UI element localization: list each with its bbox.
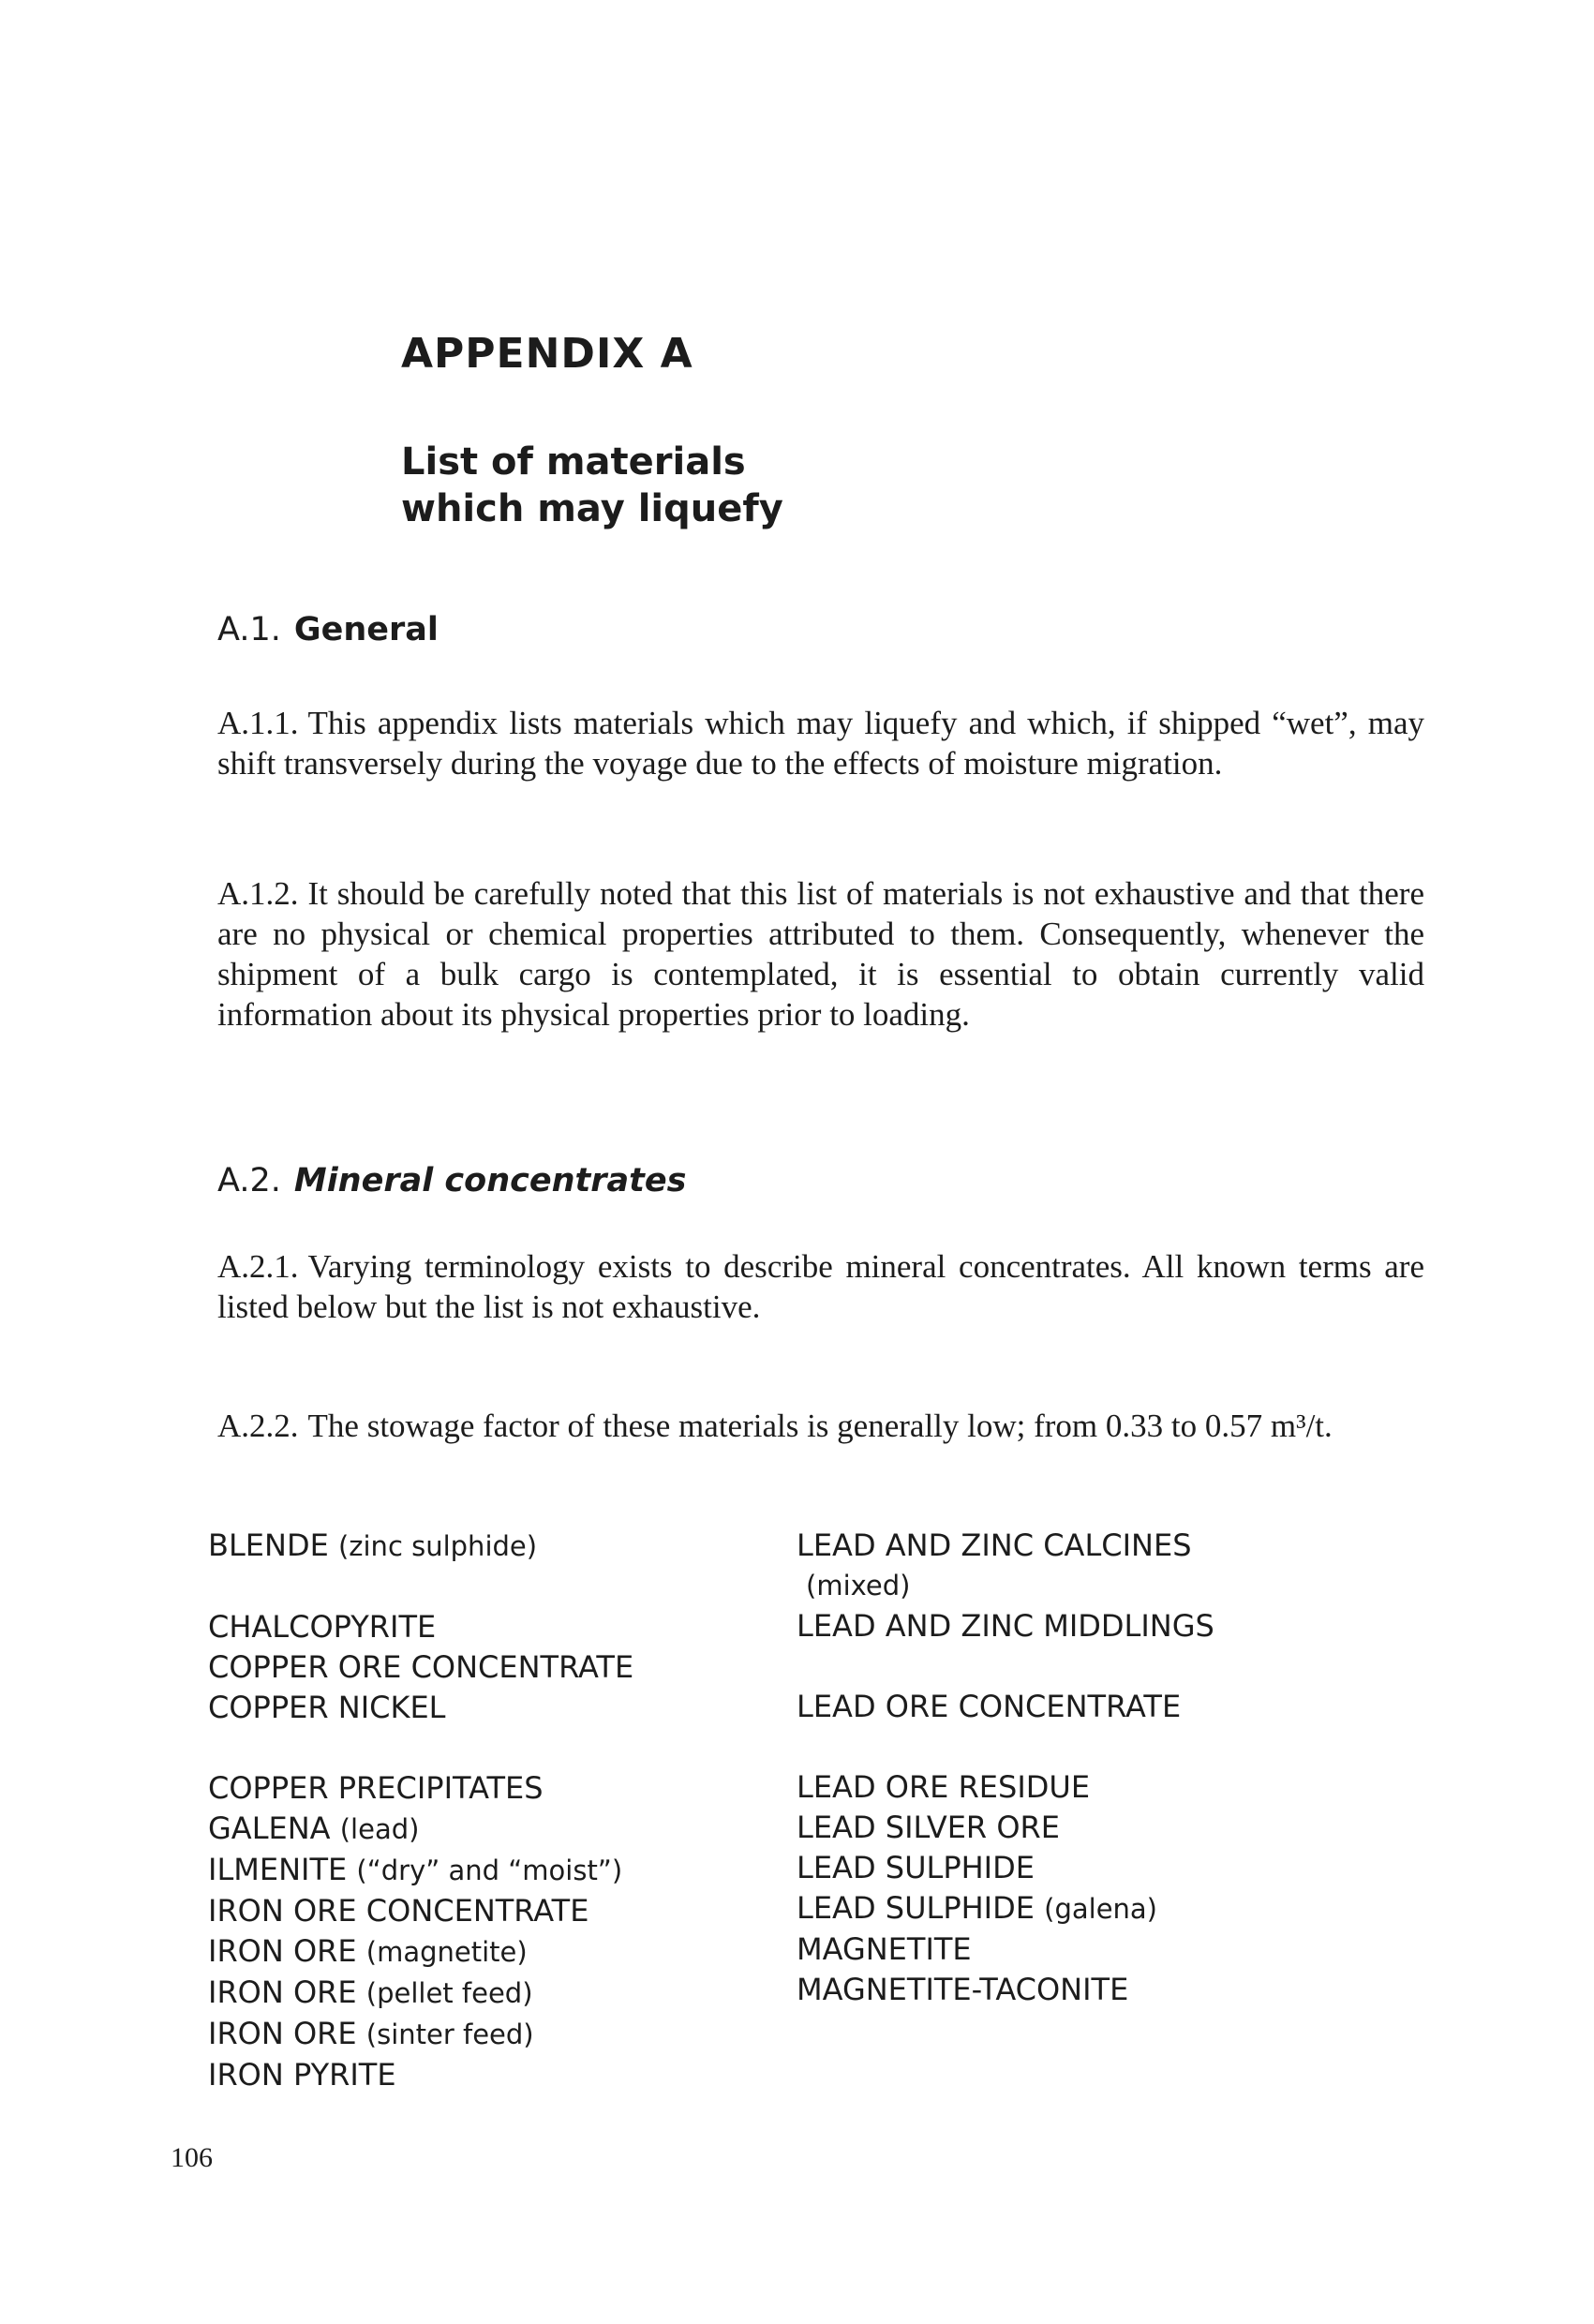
list-item	[208, 2055, 633, 2095]
materials-list-right	[797, 1526, 1214, 2010]
list-item	[208, 1809, 633, 1850]
material-name: IRON ORE	[208, 1974, 357, 2010]
list-item	[208, 1973, 633, 2014]
section-number: A.2.	[217, 1162, 281, 1199]
list-item	[208, 1647, 633, 1688]
material-note: (“dry” and “moist”)	[356, 1855, 623, 1886]
subtitle-line: which may liquefy	[401, 487, 783, 530]
material-name: LEAD SULPHIDE	[797, 1890, 1035, 1926]
paragraph-a-1-2	[217, 873, 1424, 1035]
material-name: LEAD AND ZINC CALCINES	[797, 1527, 1192, 1563]
material-note: (magnetite)	[365, 1936, 528, 1968]
material-name: IRON ORE	[208, 2016, 357, 2051]
paragraph-text: This appendix lists materials which may liquefy and which, if shipped “wet”, may shift transversely during the voyage due to the effects of moisture migration.	[217, 705, 1424, 782]
material-name: GALENA	[208, 1810, 331, 1846]
list-item	[208, 1607, 633, 1647]
list-item	[797, 1888, 1214, 1929]
material-note: (sinter feed)	[365, 2019, 534, 2050]
list-item	[797, 1767, 1214, 1808]
paragraph-a-2-2	[217, 1406, 1424, 1446]
material-name: BLENDE	[208, 1527, 329, 1563]
paragraph-a-2-1	[217, 1246, 1424, 1327]
material-note: (galena)	[1044, 1893, 1157, 1925]
list-item	[208, 1891, 633, 1931]
page-number: 106	[171, 2142, 213, 2173]
list-item	[797, 1687, 1214, 1727]
list-item	[208, 1768, 633, 1809]
paragraph-text: Varying terminology exists to describe mineral concentrates. All known terms are listed below but the list is not exhaustive.	[217, 1248, 1424, 1325]
paragraph-text: The stowage factor of these materials is generally low; from 0.33 to 0.57 m³/t.	[307, 1408, 1333, 1444]
paragraph-number: A.1.2.	[217, 875, 299, 912]
list-item	[797, 1606, 1214, 1646]
material-name: ILMENITE	[208, 1852, 348, 1887]
appendix-title: APPENDIX A	[401, 330, 693, 378]
list-item	[208, 1688, 633, 1728]
material-note: (zinc sulphide)	[337, 1530, 538, 1562]
paragraph-text: It should be carefully noted that this list of materials is not exhaustive and that there are no physical or chemical properties attributed to them. Consequently, whenever the shipment of a bulk cargo is contemplated, it is essential to obtain currently valid information about its physical properties prior to loading.	[217, 875, 1424, 1033]
material-name: COPPER PRECIPITATES	[208, 1770, 544, 1806]
appendix-subtitle	[401, 439, 783, 532]
paragraph-number: A.2.2.	[217, 1408, 299, 1444]
paragraph-a-1-1	[217, 703, 1424, 783]
section-heading-mineral-concentrates	[217, 1162, 686, 1199]
list-item	[208, 2014, 633, 2055]
list-item	[797, 1848, 1214, 1888]
paragraph-number: A.2.1.	[217, 1248, 299, 1285]
material-note: (lead)	[339, 1813, 420, 1845]
material-name: IRON ORE CONCENTRATE	[208, 1893, 589, 1929]
subtitle-line: List of materials	[401, 440, 746, 484]
paragraph-number: A.1.1.	[217, 705, 299, 741]
section-number: A.1.	[217, 611, 281, 648]
section-title: Mineral concentrates	[293, 1162, 687, 1199]
material-name: LEAD ORE RESIDUE	[797, 1769, 1091, 1805]
material-name: COPPER NICKEL	[208, 1690, 446, 1725]
list-item	[797, 1808, 1214, 1848]
list-item	[797, 1929, 1214, 1970]
material-note: (pellet feed)	[365, 1977, 533, 2009]
list-item	[208, 1931, 633, 1973]
material-name: LEAD SULPHIDE	[797, 1850, 1035, 1885]
material-note: (mixed)	[806, 1570, 911, 1601]
list-item	[208, 1850, 633, 1891]
material-name: IRON PYRITE	[208, 2057, 396, 2093]
material-name: IRON ORE	[208, 1933, 357, 1969]
material-name: MAGNETITE-TACONITE	[797, 1972, 1129, 2007]
section-title: General	[293, 611, 439, 648]
section-heading-general	[217, 611, 439, 648]
material-name: LEAD AND ZINC MIDDLINGS	[797, 1608, 1214, 1644]
list-item	[208, 1526, 633, 1567]
material-name: COPPER ORE CONCENTRATE	[208, 1649, 634, 1685]
material-name: MAGNETITE	[797, 1931, 972, 1967]
material-name: LEAD SILVER ORE	[797, 1810, 1060, 1845]
material-name: CHALCOPYRITE	[208, 1609, 437, 1645]
materials-list-left	[208, 1526, 633, 2095]
list-item	[797, 1526, 1214, 1606]
list-item	[797, 1970, 1214, 2010]
material-name: LEAD ORE CONCENTRATE	[797, 1689, 1182, 1724]
